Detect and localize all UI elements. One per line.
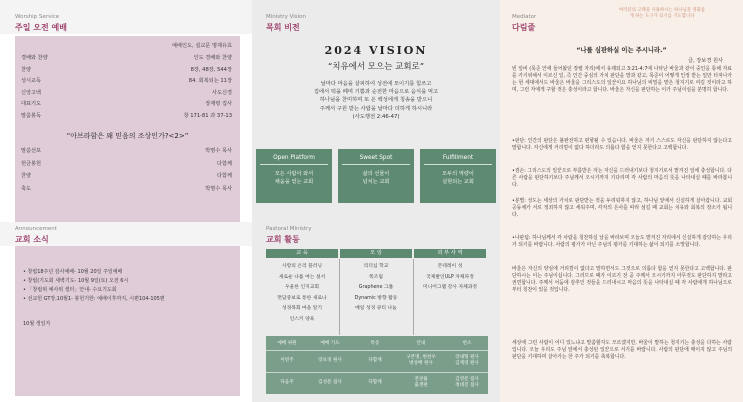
- worship-row: [21, 54, 232, 62]
- schedule-cell: 장보경 원사: [318, 358, 342, 363]
- worship-row: [21, 89, 232, 97]
- worship-row-value: 사도신경: [211, 89, 232, 96]
- worship-row-value: 다함께: [216, 173, 232, 179]
- vision-box-line: 모든 사람이 와서: [274, 171, 314, 177]
- worship-row: [21, 147, 232, 155]
- schedule-header: 예배 위원: [277, 341, 297, 346]
- ministry-item: 매일 성경 큐티 나눔: [355, 306, 397, 311]
- column-paragraph: •겸손: 그리스도의 일꾼으로 부름받은 자는 자신을 드러내기보다 청지기로서 맡겨진 일에 충성합니다. 다른 사람을 판단하기보다 주님께서 오시기까지 기다리며 각 사람의 마음의 뜻을 나타내실 때를 바라봅니다.: [512, 168, 732, 189]
- vision-box-text: [420, 170, 496, 186]
- schedule-cell: 구본명, 변천우 방상배 편사: [406, 355, 436, 366]
- vision-box-line: 모두의 역량이: [442, 171, 474, 177]
- ministry-group-heading: 외 부 사 역: [414, 249, 486, 258]
- vision-box-heading: Sweet Spot: [359, 155, 393, 161]
- vision-box-line: 실현되는 교회: [442, 179, 474, 185]
- column-paragraph: 세상에 그런 사람이 어디 있느냐고 말씀할지도 모르겠지만, 바울이 말하는 청지기는 충성을 다하는 사람입니다. 오늘 우리도 주님 앞에서 충성된 일꾼으로 서기를 바랍니다. 사람의 판단에 매이지 않고 주님의 판단을 기대하며 살아가는 한 주가 되기를 축복합니다.: [512, 340, 732, 361]
- vision-box-divider: [424, 164, 492, 165]
- vision-box-line: 삶의 선물이: [362, 171, 390, 177]
- worship-order-panel: [15, 36, 240, 226]
- vision-box-divider: [260, 164, 328, 165]
- ministry-item: 성경목회 마을 알기: [281, 306, 323, 311]
- sermon-title: “아브라함은 왜 믿음의 조상인가?<2>”: [66, 132, 189, 140]
- worship-row-value: 다함께: [216, 160, 232, 167]
- vision-box: [420, 149, 496, 203]
- vision-line: 날마다 마음을 살피하여 성전에 모이기를 힘쓰고: [320, 81, 432, 87]
- vision-box-line: 넘치는 교회: [362, 179, 390, 185]
- worship-row-label: 대표기도: [21, 101, 42, 107]
- vision-box-line: 채움을 얻는 교회: [274, 179, 314, 185]
- ministry-item: 미니어그램 강사 자체과정: [422, 285, 478, 290]
- worship-row: [21, 112, 232, 120]
- announcement-item: 10월 생일자: [23, 321, 51, 327]
- worship-row-value: 박명수 목사: [205, 185, 232, 192]
- worship-row-value: 창 171-81 과 37-13: [183, 112, 232, 119]
- worship-row-label: 경배와 찬양: [21, 55, 48, 61]
- schedule-cell: 장내형 원사 김재영 원사: [455, 355, 479, 366]
- worship-row-label: 신앙고백: [21, 89, 42, 96]
- vision-box-text: [338, 170, 414, 186]
- worship-row-label: 말씀봉독: [21, 112, 42, 119]
- mediator-eyebrow: Mediator: [512, 14, 537, 20]
- announcement-item: • 창립18주년 감사예배- 10월 20일 주일예배: [23, 269, 123, 275]
- vision-line: (사도행전 2:46-47): [352, 113, 400, 120]
- announcement-item: • 창립(기도회 새벽기도- 10월 9일(토) 오전 6시: [23, 278, 129, 284]
- vision-line: 하나님을 찬미하며 또 온 백성에게 칭송을 받으니: [319, 97, 433, 104]
- column-divider: [339, 259, 340, 335]
- announce-title: 교회 소식: [15, 235, 49, 244]
- worship-row-label: 헌금봉헌: [21, 160, 42, 167]
- vision-box-divider: [342, 164, 410, 165]
- ministry-item: 국제발인ULP 자체파정: [426, 274, 474, 280]
- vision-motto: “치유에서 모으는 교회로”: [327, 62, 425, 72]
- column-paragraph: •나판팀: 하나님께서 각 사람을 칭찬하실 날을 바라보며 오늘도 맡겨진 자리에서 신실하게 감당하는 우리가 되기를 바랍니다. 사람의 평가가 아닌 주님의 평가를 기대하는 삶이 되기를 소망합니다.: [512, 235, 732, 249]
- ministry-group-heading: 모 임: [340, 249, 412, 258]
- worship-eyebrow: Worship Service: [15, 14, 60, 20]
- schedule-header: 헌소: [462, 341, 472, 346]
- pastoral-title: 교회 활동: [266, 235, 300, 244]
- ministry-item: Graphene 그룹: [358, 285, 394, 290]
- worship-row-label: 축도: [21, 185, 32, 192]
- pastoral-eyebrow: Pastoral Ministry: [266, 226, 312, 232]
- vision-line: 집에서 떡을 떼며 기쁨과 순전한 마음으로 음식을 먹고: [313, 89, 439, 96]
- ministry-item: 인스키 양육: [289, 316, 315, 322]
- column-paragraph: 빈 일비 (목준 안에 들어왔던 장렬 자리)에서 유래되고 3:21-4:7에 나타난 바울과 같이 중인을 통해 자료를 가기위해서 이르신 일, 즉 인간 중심의 가치 판단을 말과 같고, 목준이 어떻게 인정 받는 일만 터져나가는 현 세대에서도 바울은 바울을 그리스도의 일꾼이요 하나님의 비밀을 맡은 청지기로 여길 것이라고 하며, 그런 자에게 구할 것은 충성이라고 합니다. 바울은 자신을 판단하는 이가 주님이심을 분명히 합니다.: [512, 66, 732, 94]
- column-author: 글, 장보경 원사: [687, 58, 723, 64]
- vision-scripture: [282, 80, 470, 121]
- worship-row: [21, 172, 232, 180]
- schedule-rule: [266, 350, 488, 351]
- worship-row-value: 84. 회복되는 11장: [188, 78, 232, 84]
- ministry-item: 사랑의 온리 플러닝: [281, 264, 323, 269]
- worship-row-label: 성시교독: [21, 78, 42, 84]
- schedule-cell: 전상률 출생편: [414, 377, 428, 388]
- vision-year: 2024 VISION: [324, 44, 428, 57]
- schedule-cell: 다함께: [368, 380, 382, 385]
- worship-row-value: 박명수 목사: [205, 148, 232, 154]
- column-paragraph: •분별: 성도는 세상의 가치로 판단받는 것을 두려워하지 않고, 하나님 앞에서 신실하게 살아갑니다. 교회 공동체가 서로 정죄하지 않고 세워주며, 각자의 은사를 따라 섬길 때 교회는 치유와 회복의 장소가 됩니다.: [512, 198, 732, 219]
- worship-row-label: 찬양: [21, 173, 32, 179]
- column-paragraph: •판단: 인간의 판단은 불완전하고 편향될 수 있습니다. 바울은 자기 스스로도 자신을 판단하지 않는다고 말합니다. 자신에게 거리낌이 없다 하더라도 의롭다 함을 얻지 못한다고 고백합니다.: [512, 138, 732, 152]
- ministry-item: 새로운 나를 여는 설서: [278, 274, 326, 280]
- ministry-item: 면담중보로 통한 새로나: [277, 295, 327, 301]
- right-column: [500, 0, 743, 402]
- column-divider: [413, 259, 414, 335]
- worship-opening: 예배인도, 설교문 명제유효: [171, 43, 232, 49]
- vision-title: 목회 비전: [266, 23, 300, 32]
- ministry-group-heading: 교 육: [266, 249, 338, 258]
- worship-row: [21, 100, 232, 108]
- column-quote: “나를 심판하실 이는 주시니라.”: [576, 47, 667, 54]
- vision-box-heading: Open Platform: [273, 155, 315, 161]
- worship-row-value: 장재령 집사: [205, 101, 232, 107]
- schedule-cell: 다함께: [368, 358, 382, 363]
- worship-row: [21, 66, 232, 74]
- vision-box: [338, 149, 414, 203]
- worship-row: [21, 160, 232, 168]
- left-column: [0, 0, 252, 402]
- schedule-cell: 김성문 집사: [318, 380, 342, 385]
- worship-row: [21, 77, 232, 85]
- schedule-rule: [266, 372, 488, 373]
- schedule-cell: 이번주: [280, 358, 294, 363]
- announce-eyebrow: Announcement: [15, 226, 57, 232]
- announcement-item: • 선교헌 GT장,10월1- 봉헌기한: 예배이후까지, 시편104-105편: [23, 296, 165, 302]
- vision-box-text: [256, 170, 332, 186]
- schedule-header: 특송: [370, 341, 380, 346]
- mediator-note: 여러분의 고백을 사용하시는 하나님을 영화롭게 하는 도구가 되기를 기도합니다: [618, 8, 706, 19]
- serving-schedule-table: [266, 336, 488, 394]
- ministry-item: Dynamic 방향 활동: [354, 295, 398, 301]
- schedule-cell: 다음주: [280, 380, 294, 385]
- worship-row-label: 찬양: [21, 66, 32, 73]
- schedule-cell: 김영문 집사 정대진 집사: [455, 377, 479, 388]
- schedule-header: 안내: [416, 341, 426, 346]
- ministry-item: 우울한 인지교회: [285, 285, 319, 290]
- ministry-item: 쪽조립: [369, 274, 383, 280]
- vision-line: 주께서 구원 받는 사람을 날마다 더하게 하시니라: [319, 105, 433, 112]
- column-paragraph: 바울은 자신의 양심에 거리낌이 없다고 말하면서도 그것으로 의롭다 함을 얻지 못한다고 고백합니다. 판단하시는 이는 주님이십니다. 그러므로 때가 이르기 전 곧 주께서 오시기까지 아무것도 판단하지 말라고 권면합니다. 주께서 어둠에 감추인 것들을 드러내시고 마음의 뜻을 나타내실 때 각 사람에게 하나님으로부터 칭찬이 있을 것입니다.: [512, 266, 732, 294]
- ministry-item: 리더십 학교: [363, 264, 389, 269]
- worship-row-value: 8장, 48장, 544장: [190, 66, 232, 73]
- announcement-panel: [15, 246, 240, 396]
- worship-row-label: 말씀선포: [21, 148, 42, 154]
- vision-eyebrow: Ministry Vision: [266, 14, 306, 20]
- announcement-item: • 「창립위 예사위 셸터」안내- 수요기도회: [23, 287, 117, 293]
- worship-row-value: 인도 경배와 찬양: [193, 55, 232, 61]
- mediator-title: 다림줄: [512, 23, 536, 32]
- worship-row: [21, 185, 232, 193]
- vision-box: [256, 149, 332, 203]
- vision-box-heading: Fulfillment: [442, 155, 474, 161]
- ministry-item: 몬테레이 성: [437, 264, 463, 269]
- worship-title: 주일 오전 예배: [15, 23, 67, 32]
- schedule-header: 예배 기도: [320, 341, 340, 346]
